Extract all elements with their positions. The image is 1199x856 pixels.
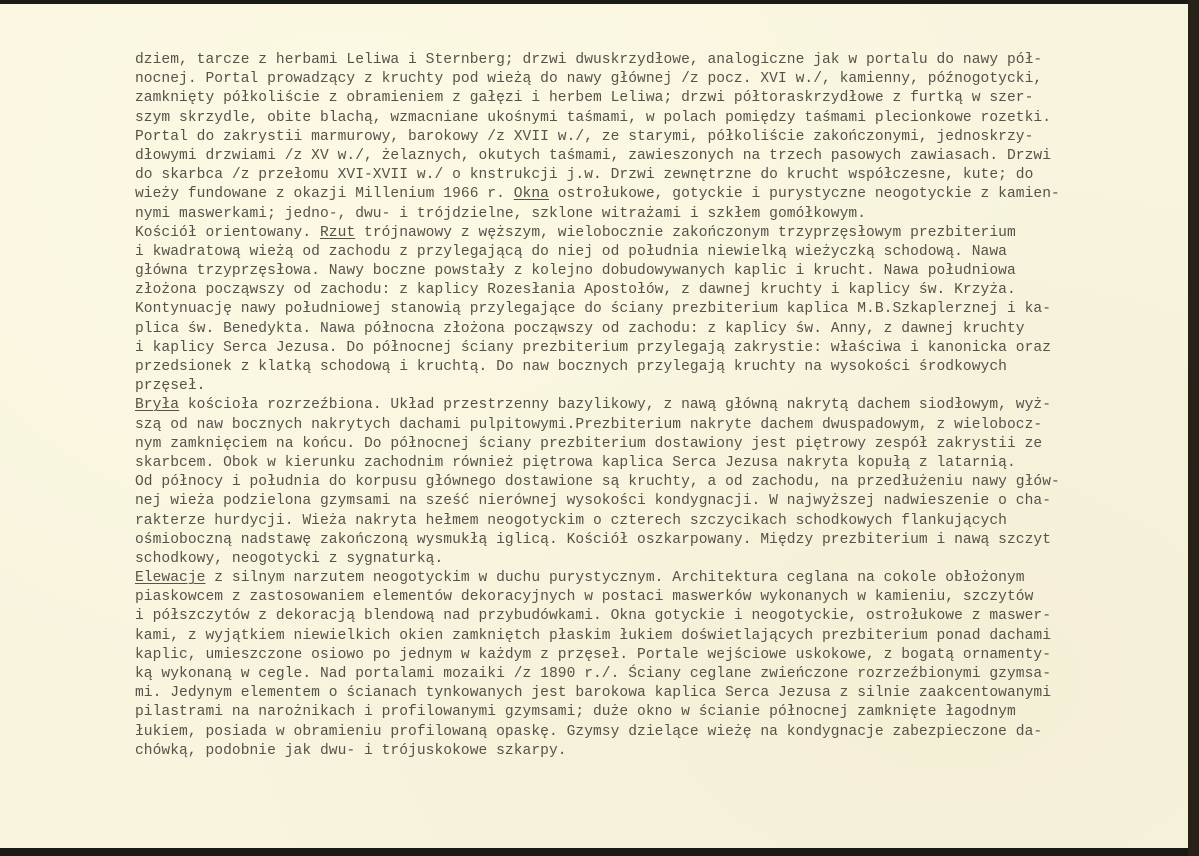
text-line [135,723,1195,742]
line-text: wieży fundowane z okazji Millenium 1966 r. [135,186,514,203]
text-line [135,435,1195,454]
section-heading-elewacje: Elewacje [135,570,206,587]
line-text: i kwadratową wieżą od zachodu z przylegającą do niej od południa niewielką wieżyczką schodową. Nawa [135,243,1007,260]
text-line [135,128,1195,147]
line-text: mi. Jedynym elementem o ścianach tynkowanych jest barokowa kaplica Serca Jezusa z silnie zaakcentowanymi [135,685,1051,702]
text-line [135,339,1195,358]
line-text: nej wieża podzielona gzymsami na sześć nierównej wysokości kondygnacji. W najwyższej nadwieszenie o cha- [135,493,1051,510]
line-text: nocnej. Portal prowadzący z kruchty pod wieżą do nawy głównej /z pocz. XVI w./, kamienny, późnogotycki, [135,71,1043,88]
text-line [135,416,1195,435]
text-line [135,703,1195,722]
text-line [135,300,1195,319]
line-text: chówką, podobnie jak dwu- i trójuskokowe szkarpy. [135,742,567,759]
text-line [135,492,1195,511]
text-line [135,89,1195,108]
section-heading-okna: Okna [513,186,549,203]
text-line [135,684,1195,703]
text-line [135,166,1195,185]
text-line [135,51,1195,70]
line-text: nym zamknięciem na końcu. Do północnej ściany prezbiterium dostawiony jest piętrowy zespół zakrystii ze [135,435,1043,452]
line-text: przedsionek z klatką schodową i kruchtą. Do naw bocznych przylegają kruchty na wysokości środkowych [135,359,1007,375]
text-line [135,396,1195,415]
line-text: skarbcem. Obok w kierunku zachodnim również piętrowa kaplica Serca Jezusa nakryta kopułą z latarnią. [135,454,1016,471]
line-text: do skarbca /z przełomu XVI-XVII w./ o knstrukcji j.w. Drzwi zewnętrzne do krucht współczesne, kute; do [135,167,1034,184]
line-text: i półszczytów z dekoracją blendową nad przybudówkami. Okna gotyckie i neogotyckie, ostrołukowe z maswer- [135,608,1051,625]
line-text: szym skrzydle, obite blachą, wzmacniane ukośnymi taśmami, w polach pomiędzy taśmami plecionkowe rozetki. [135,109,1051,126]
line-text: plica św. Benedykta. Nawa północna złożona począwszy od zachodu: z kaplicy św. Anny, z dawnej kruchty [135,320,1025,337]
line-text: i kaplicy Serca Jezusa. Do północnej ściany prezbiterium przylegają zakrystie: właściwa i kanonicka oraz [135,339,1051,356]
text-line [135,70,1195,89]
line-text: nymi maswerkami; jedno-, dwu- i trójdzielne, szklone witrażami i szkłem gomółkowym. [135,205,867,222]
text-line [135,742,1195,761]
line-text: kościoła rozrzeźbiona. Układ przestrzenny bazylikowy, z nawą główną nakrytą dachem siodłowym, wyż- [179,397,1052,414]
document-page [0,4,1188,848]
text-line [135,320,1195,339]
line-text: trójnawowy z węższym, wielobocznie zakończonym trzyprzęsłowym prezbiterium [355,224,1016,241]
line-text: Kościół orientowany. [135,224,320,241]
text-line [135,627,1195,646]
line-text: kaplic, umieszczone osiowo po jednym w każdym z przęseł. Portale wejściowe uskokowe, z bogatą ornamenty- [135,646,1051,663]
line-text: schodkowy, neogotycki z sygnaturką. [135,550,444,567]
typewritten-text [135,51,1195,761]
line-text: pilastrami na narożnikach i profilowanymi gzymsami; duże okno w ścianie północnej zamknięte łagodnym [135,704,1016,721]
text-line [135,185,1195,204]
text-line [135,512,1195,531]
text-line [135,588,1195,607]
text-line [135,569,1195,588]
line-text: główna trzyprzęsłowa. Nawy boczne powstały z kolejno dobudowywanych kaplic i krucht. Nawa południowa [135,263,1016,280]
text-line [135,358,1195,377]
line-text: ostrołukowe, gotyckie i purystyczne neogotyckie z kamien- [548,186,1060,203]
text-line [135,281,1195,300]
line-text: szą od naw bocznych nakrytych dachami pulpitowymi.Prezbiterium nakryte dachem dwuspadowym, z wielobocz- [135,416,1043,433]
text-line [135,243,1195,262]
line-text: złożona począwszy od zachodu: z kaplicy Rozesłania Apostołów, z dawnej kruchty i kaplicy św. Krzyża. [135,282,1016,299]
line-text: z silnym narzutem neogotyckim w duchu purystycznym. Architektura ceglana na cokole obłożonym [205,570,1025,587]
text-line [135,607,1195,626]
text-line [135,377,1195,396]
text-line [135,550,1195,569]
line-text: piaskowcem z zastosowaniem elementów dekoracyjnych w postaci maswerków wykonanych w kamieniu, szczytów [135,589,1034,606]
text-line [135,646,1195,665]
section-heading-rzut: Rzut [319,224,356,241]
line-text: ką wykonaną w cegle. Nad portalami mozaiki /z 1890 r./. Ściany ceglane zwieńczone rozrzeźbionymi gzymsa- [135,666,1051,682]
text-line [135,109,1195,128]
line-text: kami, z wyjątkiem niewielkich okien zamkniętch płaskim łukiem doświetlających prezbiterium ponad dachami [135,627,1051,644]
line-text: dłowymi drzwiami /z XV w./, żelaznych, okutych taśmami, zawieszonych na trzech pasowych zawiasach. Drzwi [135,147,1051,164]
line-text: rakterze hurdycji. Wieża nakryta hełmem neogotyckim o czterech szczycikach schodkowych flankujących [135,512,1007,529]
line-text: zamknięty półkoliście z obramieniem z gałęzi i herbem Leliwa; drzwi półtoraskrzydłowe z furtką w szer- [135,90,1034,107]
text-line [135,205,1195,224]
text-line [135,147,1195,166]
text-line [135,454,1195,473]
text-line [135,224,1195,243]
line-text: Portal do zakrystii marmurowy, barokowy /z XVII w./, ze starymi, półkoliście zakończonymi, jednoskrzy- [135,128,1034,145]
section-heading-bryla: Bryła [135,397,180,414]
text-line [135,665,1195,684]
line-text: Od północy i południa do korpusu głównego dostawione są kruchty, a od zachodu, na przedłużeniu nawy głów- [135,474,1060,491]
line-text: Kontynuację nawy południowej stanowią przylegające do ściany prezbiterium kaplica M.B.Szkaplerznej i ka- [135,301,1051,318]
line-text: łukiem, posiada w obramieniu profilowaną opaskę. Gzymsy dzielące wieżę na kondygnacje zabezpieczone da- [135,723,1043,740]
text-line [135,262,1195,281]
text-line [135,473,1195,492]
line-text: ośmioboczną nadstawę zakończoną wysmukłą iglicą. Kościół oszkarpowany. Między prezbiterium i nawą szczyt [135,531,1051,548]
line-text: dziem, tarcze z herbami Leliwa i Sternberg; drzwi dwuskrzydłowe, analogiczne jak w portalu do nawy pół- [135,52,1043,68]
scan-border [1188,0,1199,856]
line-text: przęseł. [135,378,206,395]
text-line [135,531,1195,550]
